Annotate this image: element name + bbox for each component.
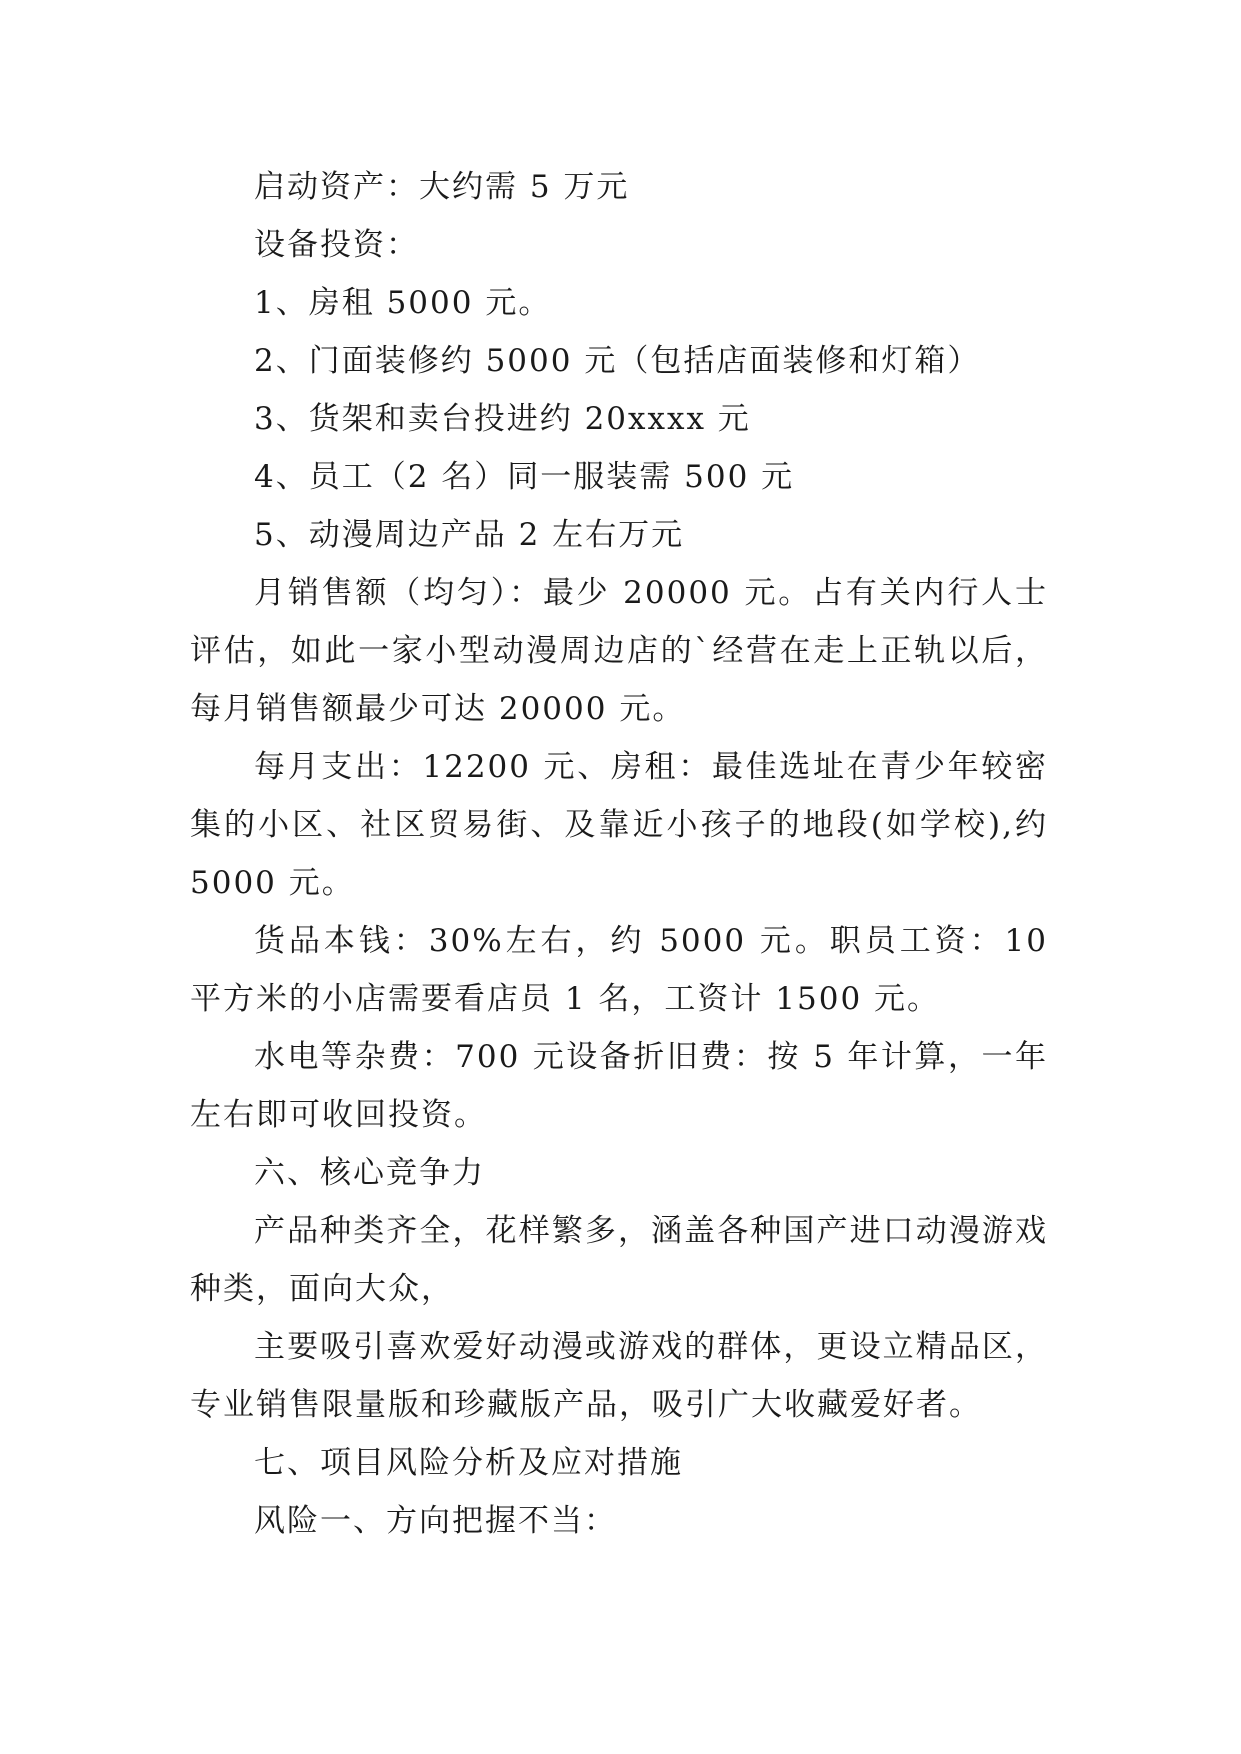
list-item-rent: 1、房租 5000 元。 [254,285,552,321]
equipment-investment-heading: 设备投资： [254,227,419,263]
list-item-uniform: 4、员工（2 名）同一服装需 500 元 [254,459,795,495]
risk-one-heading: 风险一、方向把握不当： [254,1503,617,1539]
monthly-expense-paragraph: 每月支出：12200 元、房租：最佳选址在青少年较密集的小区、社区贸易街、及靠近小孩子的地段(如学校),约 5000 元。 [190,749,1048,901]
target-audience-paragraph: 主要吸引喜欢爱好动漫或游戏的群体，更设立精品区，专业销售限量版和珍藏版产品，吸引广大收藏爱好者。 [190,1329,1048,1423]
goods-cost-paragraph: 货品本钱：30%左右，约 5000 元。职员工资：10 平方米的小店需要看店员 1 名，工资计 1500 元。 [190,923,1048,1017]
product-variety-paragraph: 产品种类齐全，花样繁多，涵盖各种国产进口动漫游戏种类，面向大众， [190,1213,1048,1307]
utilities-paragraph: 水电等杂费：700 元设备折旧费：按 5 年计算，一年左右即可收回投资。 [190,1039,1048,1133]
startup-capital-paragraph: 启动资产：大约需 5 万元 [254,169,630,205]
list-item-decoration: 2、门面装修约 5000 元（包括店面装修和灯箱） [254,343,981,379]
list-item-products: 5、动漫周边产品 2 左右万元 [254,517,685,553]
section-heading-core-competitiveness: 六、核心竞争力 [254,1155,485,1191]
list-item-shelves: 3、货架和卖台投进约 20xxxx 元 [254,401,751,437]
monthly-sales-paragraph: 月销售额（均匀）：最少 20000 元。占有关内行人士评估，如此一家小型动漫周边店的`经营在走上正轨以后，每月销售额最少可达 20000 元。 [190,575,1048,727]
section-heading-risk-analysis: 七、项目风险分析及应对措施 [254,1445,683,1481]
document-body [190,158,1048,1550]
